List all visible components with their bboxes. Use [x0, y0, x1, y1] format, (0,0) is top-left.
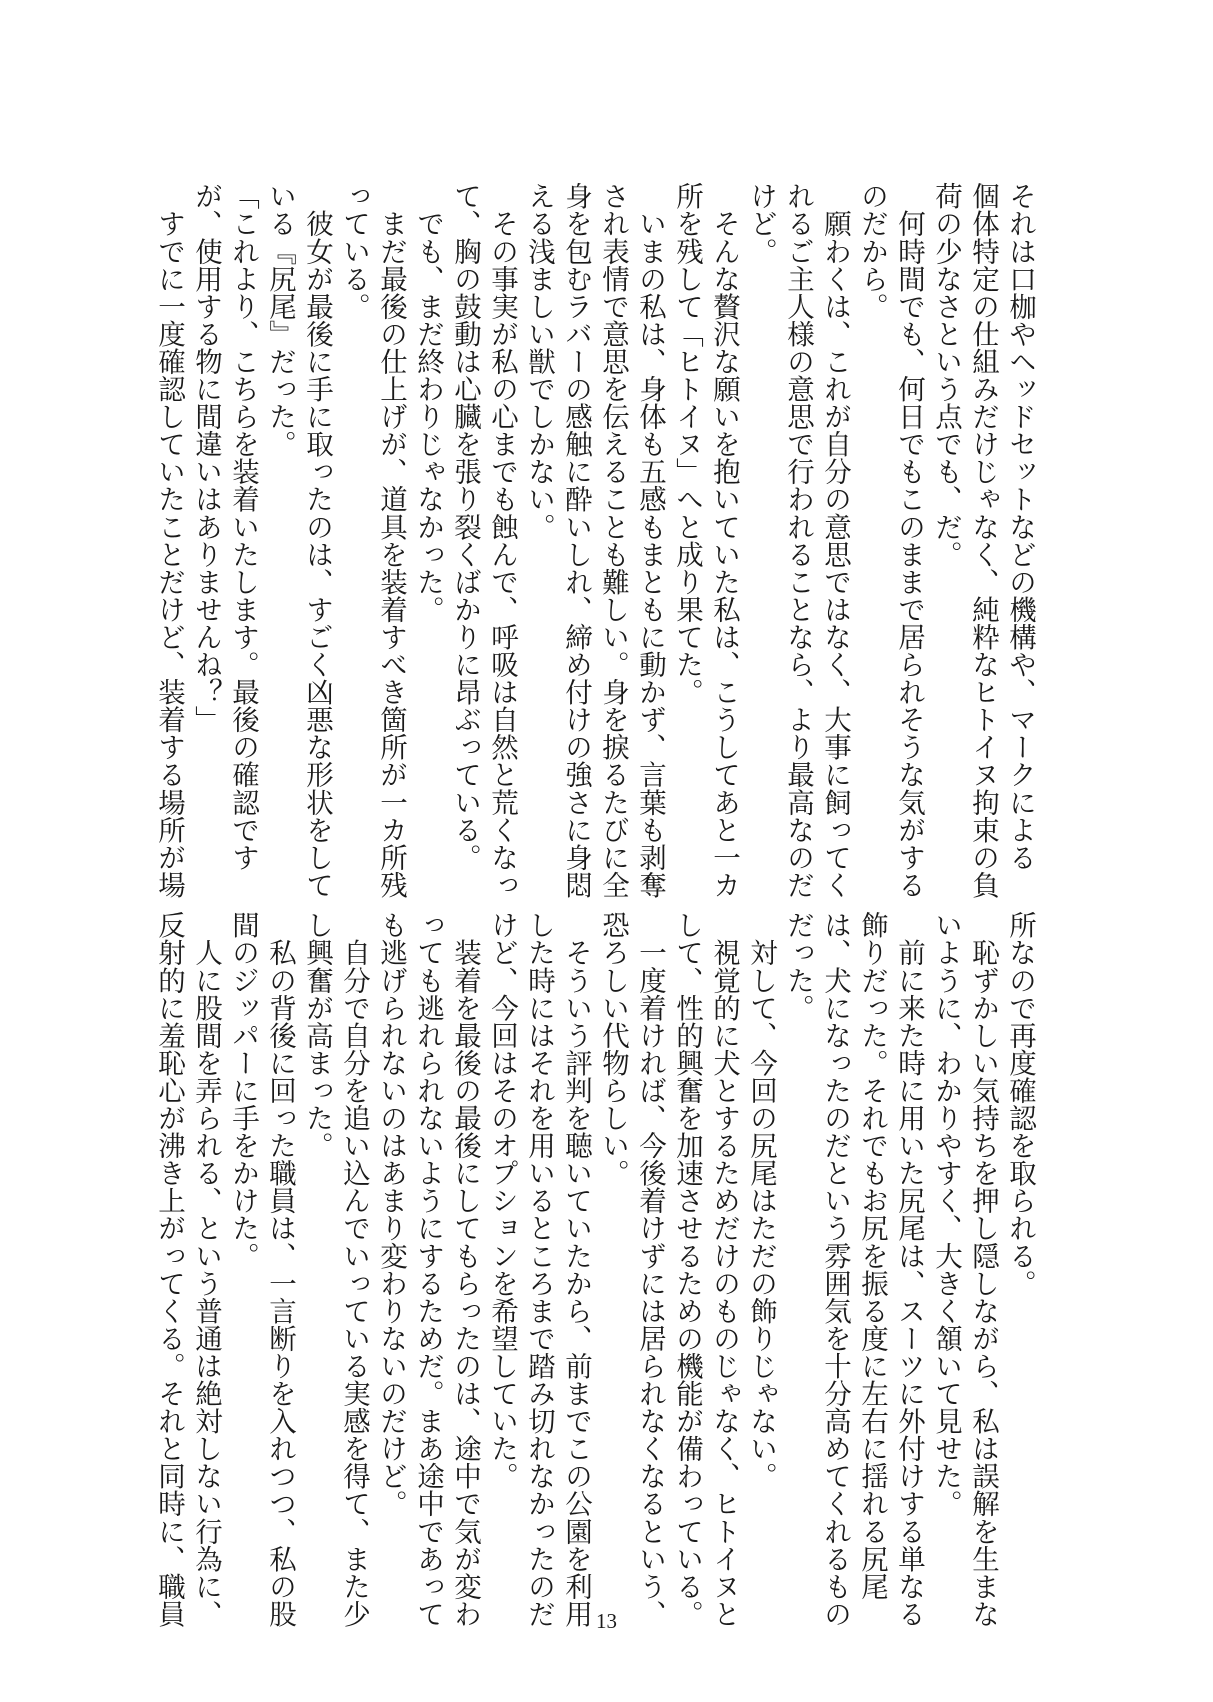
text-line: その事実が私の心までも蝕んで、呼吸は自然と荒くなっ [486, 182, 518, 899]
text-line: 個体特定の仕組みだけじゃなく、純粋なヒトイヌ拘束の負 [967, 182, 999, 899]
text-line: 前に来た時に用いた尻尾は、スーツに外付けする単なる [893, 911, 925, 1628]
text-line: 荷の少なさという点でも、だ。 [930, 182, 962, 568]
text-line: 願わくは、これが自分の意思ではなく、大事に飼ってく [819, 182, 851, 899]
text-line: える浅ましい獣でしかない。 [523, 182, 555, 541]
text-line: して、性的興奮を加速させるための機能が備わっている。 [671, 911, 703, 1628]
text-line: 恥ずかしい気持ちを押し隠しながら、私は誤解を生まな [967, 911, 999, 1628]
text-line: 反射的に羞恥心が沸き上がってくる。それと同時に、職員 [153, 911, 185, 1628]
text-line: 間のジッパーに手をかけた。 [227, 911, 259, 1270]
text-line: 恐ろしい代物らしい。 [597, 911, 629, 1187]
text-line: いように、わかりやすく、大きく頷いて見せた。 [930, 911, 962, 1518]
text-line: っても逃れられないようにするためだ。まあ途中であって [412, 911, 444, 1628]
text-line: 所なので再度確認を取られる。 [1004, 911, 1036, 1297]
text-line: も逃げられないのはあまり変わりないのだけど。 [375, 911, 407, 1518]
text-line: て、胸の鼓動は心臓を張り裂くばかりに昂ぶっている。 [449, 182, 481, 871]
text-line: いまの私は、身体も五感もまともに動かず、言葉も剥奪 [634, 182, 666, 899]
text-line: れるご主人様の意思で行われることなら、より最高なのだ [782, 182, 814, 899]
text-line: すでに一度確認していたことだけど、装着する場所が場 [153, 182, 185, 899]
text-line: は、犬になったのだという雰囲気を十分高めてくれるもの [819, 911, 851, 1628]
text-line: 身を包むラバーの感触に酔いしれ、締め付けの強さに身悶 [560, 182, 592, 899]
text-line: 対して、今回の尻尾はただの飾りじゃない。 [745, 911, 777, 1490]
text-line: 自分で自分を追い込んでいっている実感を得て、また少 [338, 911, 370, 1628]
text-line: 視覚的に犬とするためだけのものじゃなく、ヒトイヌと [708, 911, 740, 1628]
text-line: 何時間でも、何日でもこのままで居られそうな気がする [893, 182, 925, 899]
text-line: 装着を最後の最後にしてもらったのは、途中で気が変わ [449, 911, 481, 1628]
text-line: 飾りだった。それでもお尻を振る度に左右に揺れる尻尾 [856, 911, 888, 1600]
text-block-top [150, 182, 1038, 899]
text-line: まだ最後の仕上げが、道具を装着すべき箇所が一カ所残 [375, 182, 407, 899]
text-line: 私の背後に回った職員は、一言断りを入れつつ、私の股 [264, 911, 296, 1628]
text-line: でも、まだ終わりじゃなかった。 [412, 182, 444, 623]
text-line: っている。 [338, 182, 370, 320]
text-line: それは口枷やヘッドセットなどの機構や、マークによる [1004, 182, 1036, 871]
page-number: 13 [596, 1609, 617, 1633]
text-line: した時にはそれを用いるところまで踏み切れなかったのだ [523, 911, 555, 1628]
text-line: 彼女が最後に手に取ったのは、すごく凶悪な形状をして [301, 182, 333, 899]
text-line: いる『尻尾』だった。 [264, 182, 296, 458]
text-line: だった。 [782, 911, 814, 1022]
text-line: そんな贅沢な願いを抱いていた私は、こうしてあと一カ [708, 182, 740, 899]
text-line: けど。 [745, 182, 777, 265]
text-line: 一度着ければ、今後着けずには居られなくなるという、 [634, 911, 666, 1628]
text-line: 所を残して「ヒトイヌ」へと成り果てた。 [671, 182, 703, 706]
text-line: が、使用する物に間違いはありませんね？」 [190, 182, 222, 733]
text-line: そういう評判を聴いていたから、前までこの公園を利用 [560, 911, 592, 1628]
text-line: のだから。 [856, 182, 888, 320]
text-line: され表情で意思を伝えることも難しい。身を捩るたびに全 [597, 182, 629, 899]
text-line: 人に股間を弄られる、という普通は絶対しない行為に、 [190, 911, 222, 1628]
text-line: けど、今回はそのオプションを希望していた。 [486, 911, 518, 1490]
text-line: 「これより、こちらを装着いたします。最後の確認です [227, 182, 259, 871]
text-line: し興奮が高まった。 [301, 911, 333, 1159]
